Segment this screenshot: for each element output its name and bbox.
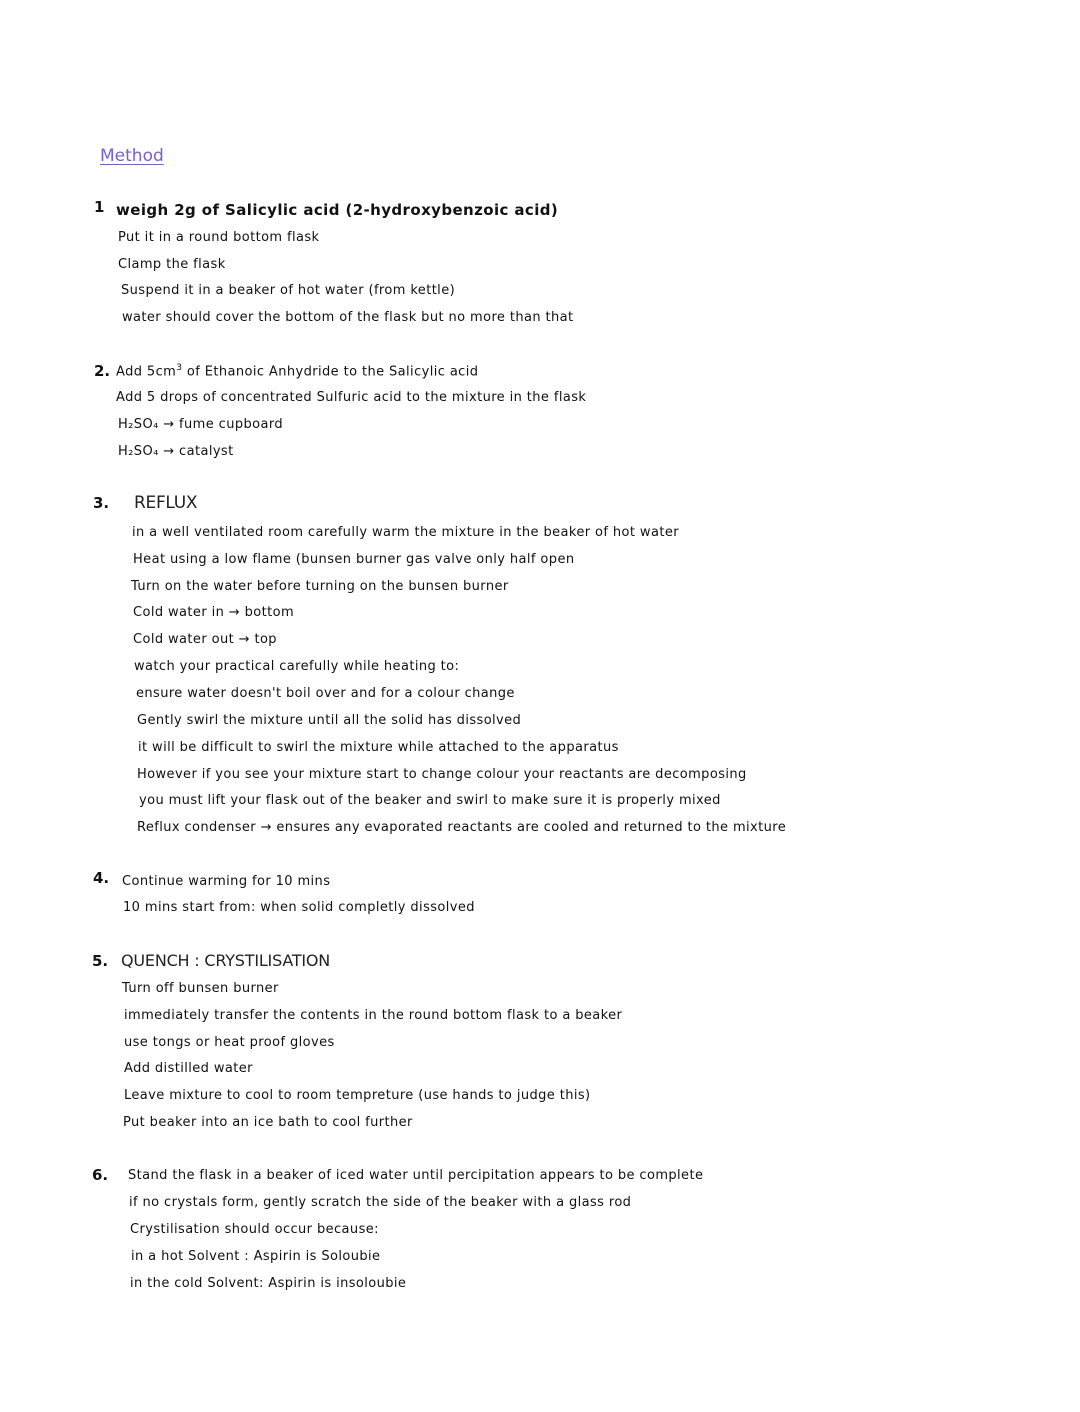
step-line: 10 mins start from: when solid completly dissolved [123, 900, 475, 915]
step-line: watch your practical carefully while heating to: [134, 659, 460, 674]
step-line: Cold water out → top [133, 632, 277, 647]
step-line: in a well ventilated room carefully warm the mixture in the beaker of hot water [132, 525, 679, 540]
step-number: 5. [92, 952, 109, 970]
step-line: immediately transfer the contents in the round bottom flask to a beaker [124, 1008, 623, 1023]
step-line: ensure water doesn't boil over and for a colour change [136, 686, 515, 701]
step-line: Add distilled water [124, 1061, 253, 1076]
step-line: However if you see your mixture start to change colour your reactants are decomposing [137, 767, 747, 782]
step-heading: Continue warming for 10 mins [122, 874, 331, 889]
step-line: Leave mixture to cool to room tempreture (use hands to judge this) [124, 1088, 591, 1103]
step-number: 4. [93, 869, 110, 887]
step-line: in a hot Solvent : Aspirin is Soloubie [131, 1249, 381, 1264]
step-subtitle: REFLUX [134, 493, 198, 513]
step-number: 1 [94, 198, 105, 216]
step-line: Stand the flask in a beaker of iced water until percipitation appears to be complete [128, 1168, 704, 1183]
step-subtitle: QUENCH : CRYSTILISATION [121, 951, 331, 970]
step-line: Crystilisation should occur because: [130, 1222, 379, 1237]
step-line: Heat using a low flame (bunsen burner gas valve only half open [133, 552, 575, 567]
step-line: Add 5 drops of concentrated Sulfuric acid to the mixture in the flask [116, 390, 587, 405]
step-line: H₂SO₄ → fume cupboard [118, 417, 284, 432]
step-line: Cold water in → bottom [133, 605, 295, 620]
step-line: it will be difficult to swirl the mixture while attached to the apparatus [138, 740, 619, 755]
step-line: Reflux condenser → ensures any evaporated reactants are cooled and returned to the mixture [137, 820, 787, 835]
step-line: Gently swirl the mixture until all the solid has dissolved [137, 713, 522, 728]
step-number: 3. [93, 494, 110, 512]
step-number: 6. [92, 1166, 109, 1184]
step-heading: weigh 2g of Salicylic acid (2-hydroxybenzoic acid) [116, 201, 559, 219]
step-line: in the cold Solvent: Aspirin is insoloubie [130, 1276, 407, 1291]
step-line: use tongs or heat proof gloves [124, 1035, 335, 1050]
step-line: water should cover the bottom of the flask but no more than that [122, 310, 574, 325]
step-line: Put it in a round bottom flask [118, 230, 320, 245]
step-line: Turn on the water before turning on the bunsen burner [131, 579, 509, 594]
step-number: 2. [94, 362, 111, 380]
step-line: if no crystals form, gently scratch the side of the beaker with a glass rod [129, 1195, 632, 1210]
step-heading: Add $5cm^3$ of Ethanoic Anhydride to the Salicylic acid [116, 363, 479, 380]
step-line: Put beaker into an ice bath to cool further [123, 1115, 413, 1130]
step-line: Turn off bunsen burner [122, 981, 279, 996]
step-line: Clamp the flask [118, 257, 226, 272]
step-line: you must lift your flask out of the beaker and swirl to make sure it is properly mixed [139, 793, 721, 808]
step-line: H₂SO₄ → catalyst [118, 444, 234, 459]
step-line: Suspend it in a beaker of hot water (from kettle) [121, 283, 456, 298]
page-title: Method [100, 146, 164, 166]
